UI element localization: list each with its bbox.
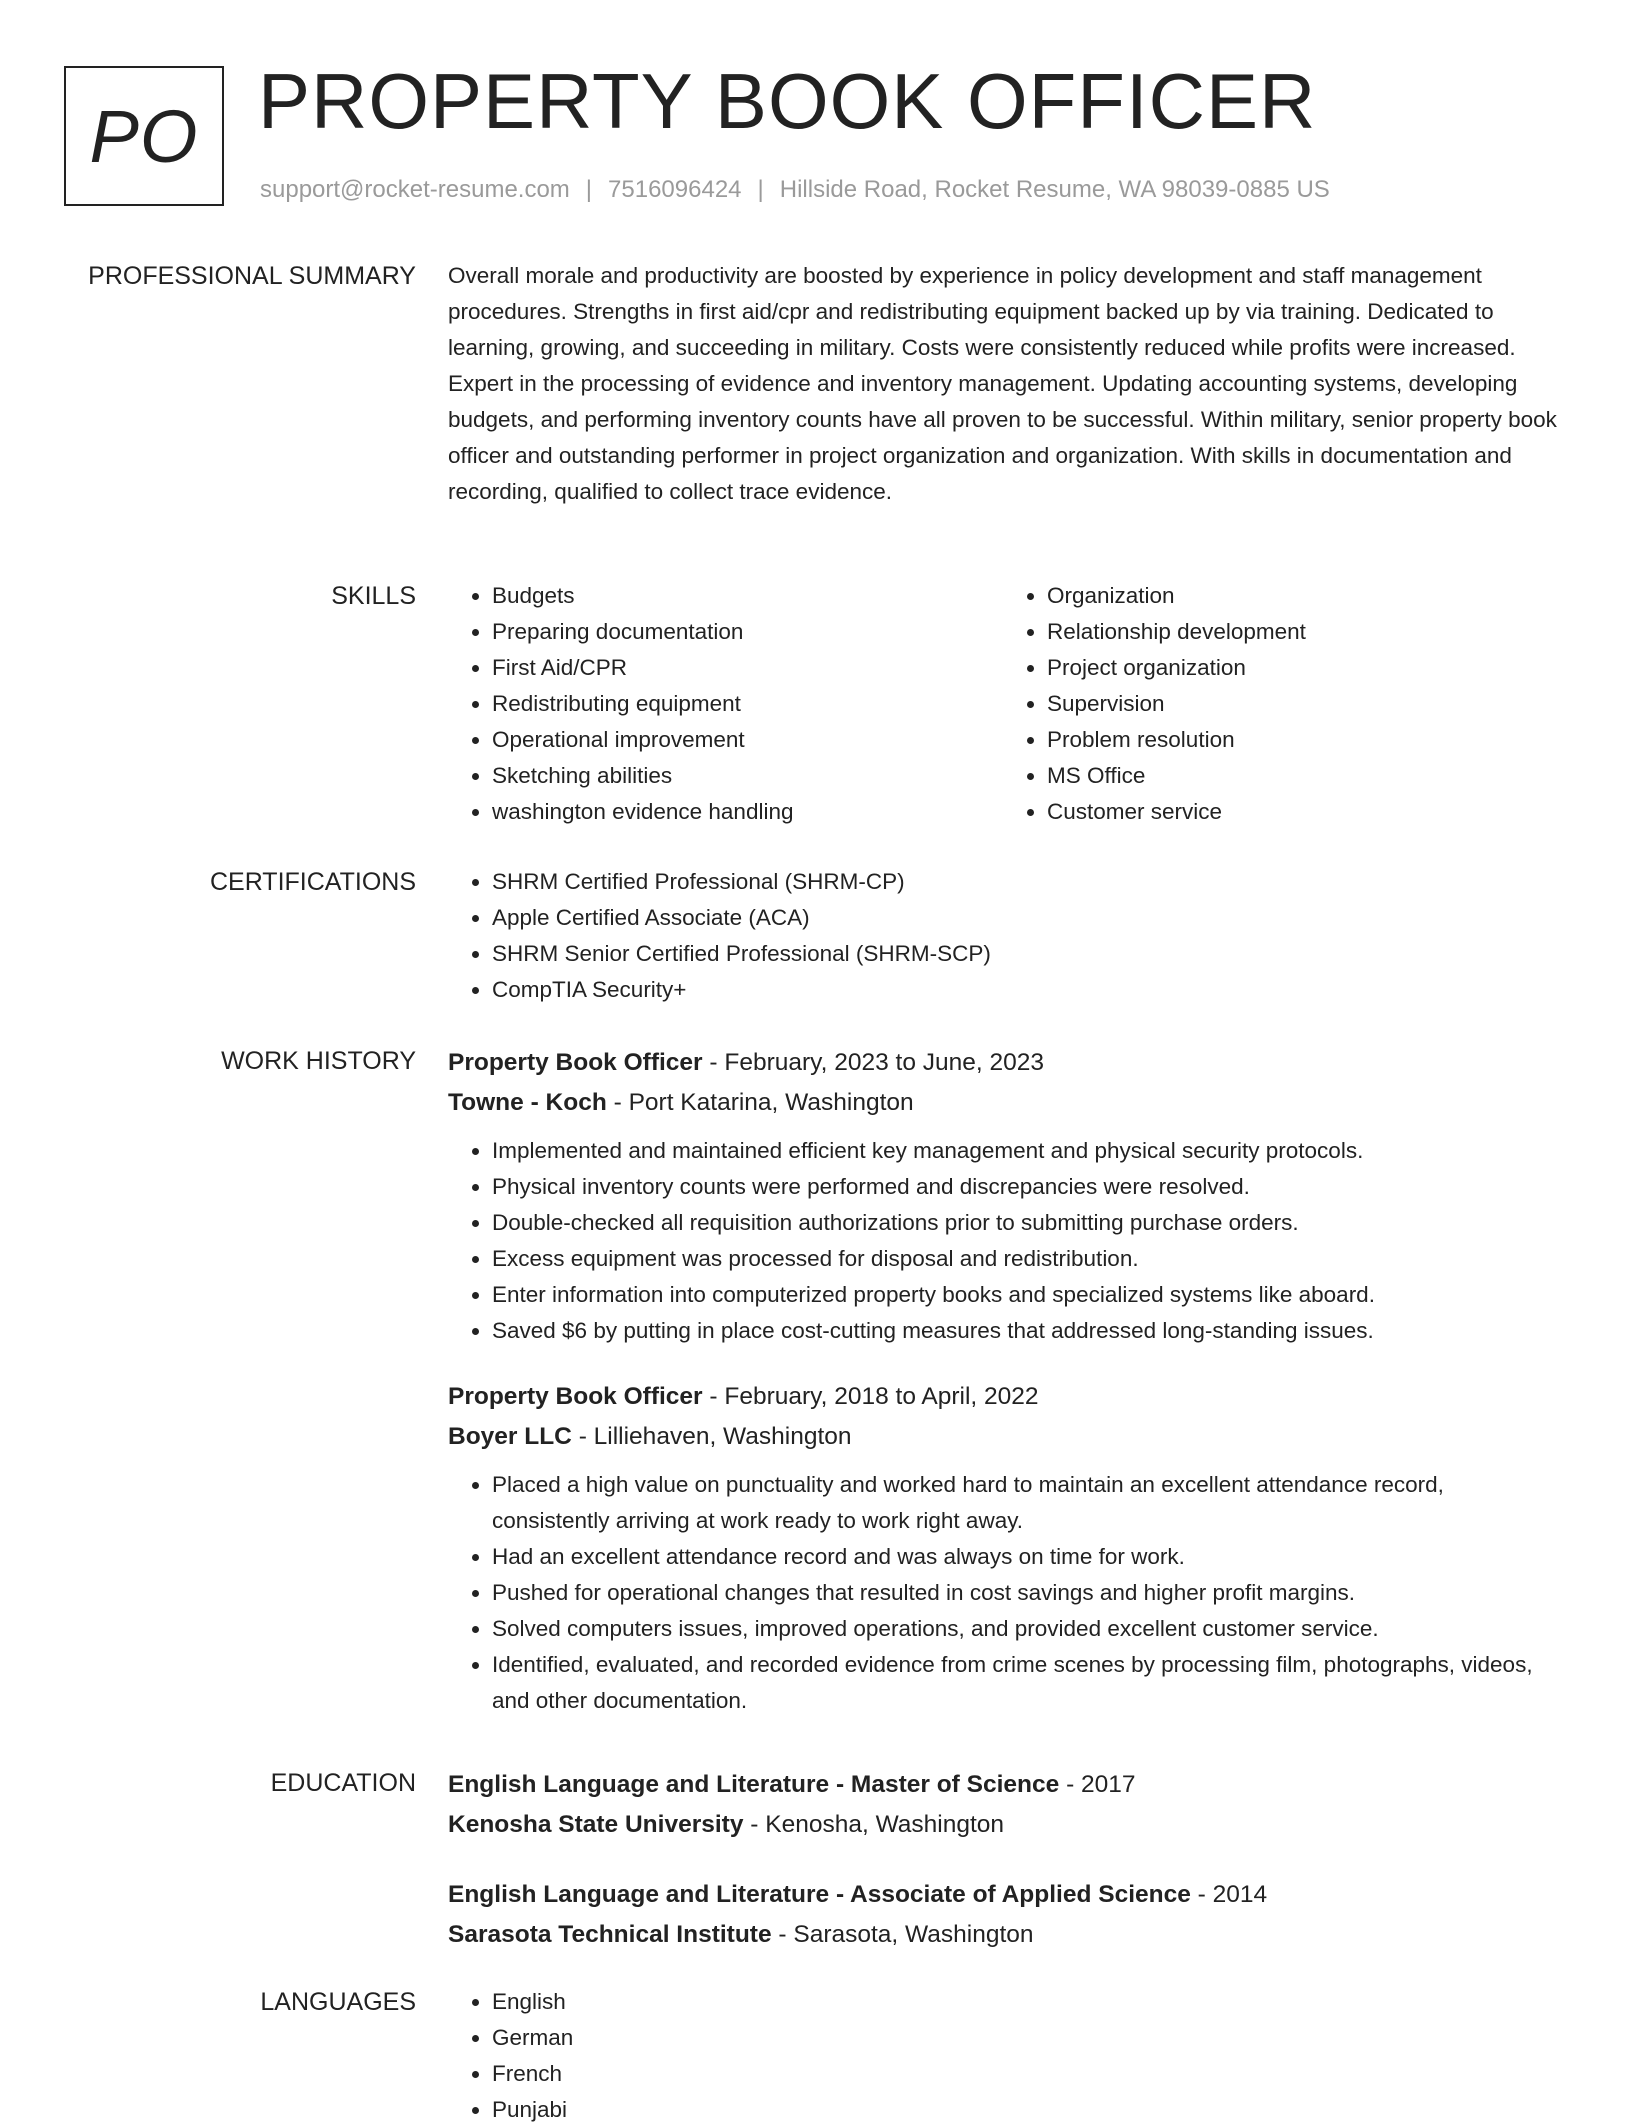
skill-item: • washington evidence handling — [492, 794, 1003, 830]
job-company: Towne - Koch — [448, 1089, 607, 1116]
education-entry — [448, 1765, 1558, 1845]
job-company: Boyer LLC — [448, 1423, 572, 1450]
job-bullet: • Placed a high value on punctuality and worked hard to maintain an excellent attendance record, consistently arriving at work ready to work right away. — [492, 1467, 1558, 1539]
job-title: Property Book Officer — [448, 1049, 703, 1076]
job-bullet: • Pushed for operational changes that resulted in cost savings and higher profit margins. — [492, 1575, 1558, 1611]
job-bullet: • Enter information into computerized property books and specialized systems like aboard. — [492, 1277, 1558, 1313]
contact-separator: | — [585, 176, 593, 203]
skill-item: • Supervision — [1047, 686, 1558, 722]
job-dates: - February, 2018 to April, 2022 — [702, 1383, 1039, 1410]
section-label-work-history: WORK HISTORY — [221, 1047, 416, 1075]
job-bullet: • Identified, evaluated, and recorded evidence from crime scenes by processing film, photographs, videos, and other documentation. — [492, 1647, 1558, 1719]
certification-item: • CompTIA Security+ — [492, 972, 1558, 1008]
education-degree-line — [448, 1875, 1558, 1915]
job-bullets — [448, 1133, 1558, 1349]
skill-item: • Customer service — [1047, 794, 1558, 830]
skill-item: • Operational improvement — [492, 722, 1003, 758]
languages-list — [448, 1984, 1558, 2128]
language-item: • Punjabi — [492, 2092, 1558, 2128]
job-bullet: • Physical inventory counts were performed and discrepancies were resolved. — [492, 1169, 1558, 1205]
section-label-certifications: CERTIFICATIONS — [209, 868, 416, 896]
education-year: - 2017 — [1059, 1771, 1136, 1798]
skills-list-left — [448, 578, 1003, 830]
certification-item: • SHRM Certified Professional (SHRM-CP) — [492, 864, 1558, 900]
contact-email[interactable]: support@rocket-resume.com — [260, 176, 570, 203]
education-school-line — [448, 1915, 1558, 1955]
language-item: • French — [492, 2056, 1558, 2092]
skill-item: • Organization — [1047, 578, 1558, 614]
section-label-skills: SKILLS — [331, 582, 416, 610]
job-bullet: • Saved $6 by putting in place cost-cutting measures that addressed long-standing issues. — [492, 1313, 1558, 1349]
education-school: Sarasota Technical Institute — [448, 1921, 772, 1948]
education-location: - Kenosha, Washington — [743, 1811, 1005, 1838]
education-degree-line — [448, 1765, 1558, 1805]
job-title-line — [448, 1043, 1558, 1083]
job-company-line — [448, 1417, 1558, 1457]
skill-item: • Problem resolution — [1047, 722, 1558, 758]
education-degree: English Language and Literature - Associate of Applied Science — [448, 1881, 1191, 1908]
contact-line — [260, 176, 1330, 204]
contact-address: Hillside Road, Rocket Resume, WA 98039-0885 US — [779, 176, 1330, 203]
education-entry — [448, 1875, 1558, 1955]
skill-item: • Relationship development — [1047, 614, 1558, 650]
job-entry — [448, 1043, 1558, 1349]
job-bullets — [448, 1467, 1558, 1719]
language-item: • English — [492, 1984, 1558, 2020]
education-school: Kenosha State University — [448, 1811, 744, 1838]
skill-item: • First Aid/CPR — [492, 650, 1003, 686]
job-bullet: • Excess equipment was processed for disposal and redistribution. — [492, 1241, 1558, 1277]
job-bullet: • Double-checked all requisition authorizations prior to submitting purchase orders. — [492, 1205, 1558, 1241]
job-company-line — [448, 1083, 1558, 1123]
resume-title: PROPERTY BOOK OFFICER — [258, 57, 1317, 145]
skills-list-right — [1003, 578, 1558, 830]
certification-item: • Apple Certified Associate (ACA) — [492, 900, 1558, 936]
certification-item: • SHRM Senior Certified Professional (SHRM-SCP) — [492, 936, 1558, 972]
job-title: Property Book Officer — [448, 1383, 703, 1410]
summary-text: Overall morale and productivity are boosted by experience in policy development and staff management procedures. Strengths in first aid/cpr and redistributing equipment backed up by via training. Dedicated to learning, growing, and succeeding in military. Costs were consistently reduced while profits were increased. Expert in the processing of evidence and inventory management. Updating accounting systems, developing budgets, and performing inventory counts have all proven to be successful. Within military, senior property book officer and outstanding performer in project organization and organization. With skills in documentation and recording, qualified to collect trace evidence. — [448, 263, 1557, 504]
job-location: - Port Katarina, Washington — [606, 1089, 914, 1116]
skill-item: • Budgets — [492, 578, 1003, 614]
section-label-languages: LANGUAGES — [260, 1988, 416, 2016]
certifications-list — [448, 864, 1558, 1008]
contact-phone[interactable]: 7516096424 — [608, 176, 742, 203]
monogram-initials: PO — [89, 94, 199, 178]
job-title-line — [448, 1377, 1558, 1417]
skill-item: • Project organization — [1047, 650, 1558, 686]
skill-item: • Sketching abilities — [492, 758, 1003, 794]
education-year: - 2014 — [1190, 1881, 1268, 1908]
job-bullet: • Solved computers issues, improved operations, and provided excellent customer service. — [492, 1611, 1558, 1647]
skill-item: • Preparing documentation — [492, 614, 1003, 650]
language-item: • German — [492, 2020, 1558, 2056]
skill-item: • Redistributing equipment — [492, 686, 1003, 722]
contact-separator: | — [757, 176, 764, 203]
education-degree: English Language and Literature - Master of Science — [448, 1771, 1060, 1798]
section-label-summary: PROFESSIONAL SUMMARY — [88, 262, 416, 290]
job-entry — [448, 1377, 1558, 1719]
job-dates: - February, 2023 to June, 2023 — [702, 1049, 1044, 1076]
education-location: - Sarasota, Washington — [771, 1921, 1034, 1948]
skill-item: • MS Office — [1047, 758, 1558, 794]
education-school-line — [448, 1805, 1558, 1845]
job-location: - Lilliehaven, Washington — [571, 1423, 852, 1450]
job-bullet: • Implemented and maintained efficient key management and physical security protocols. — [492, 1133, 1558, 1169]
monogram-box — [64, 66, 224, 206]
job-bullet: • Had an excellent attendance record and was always on time for work. — [492, 1539, 1558, 1575]
section-label-education: EDUCATION — [270, 1769, 416, 1797]
